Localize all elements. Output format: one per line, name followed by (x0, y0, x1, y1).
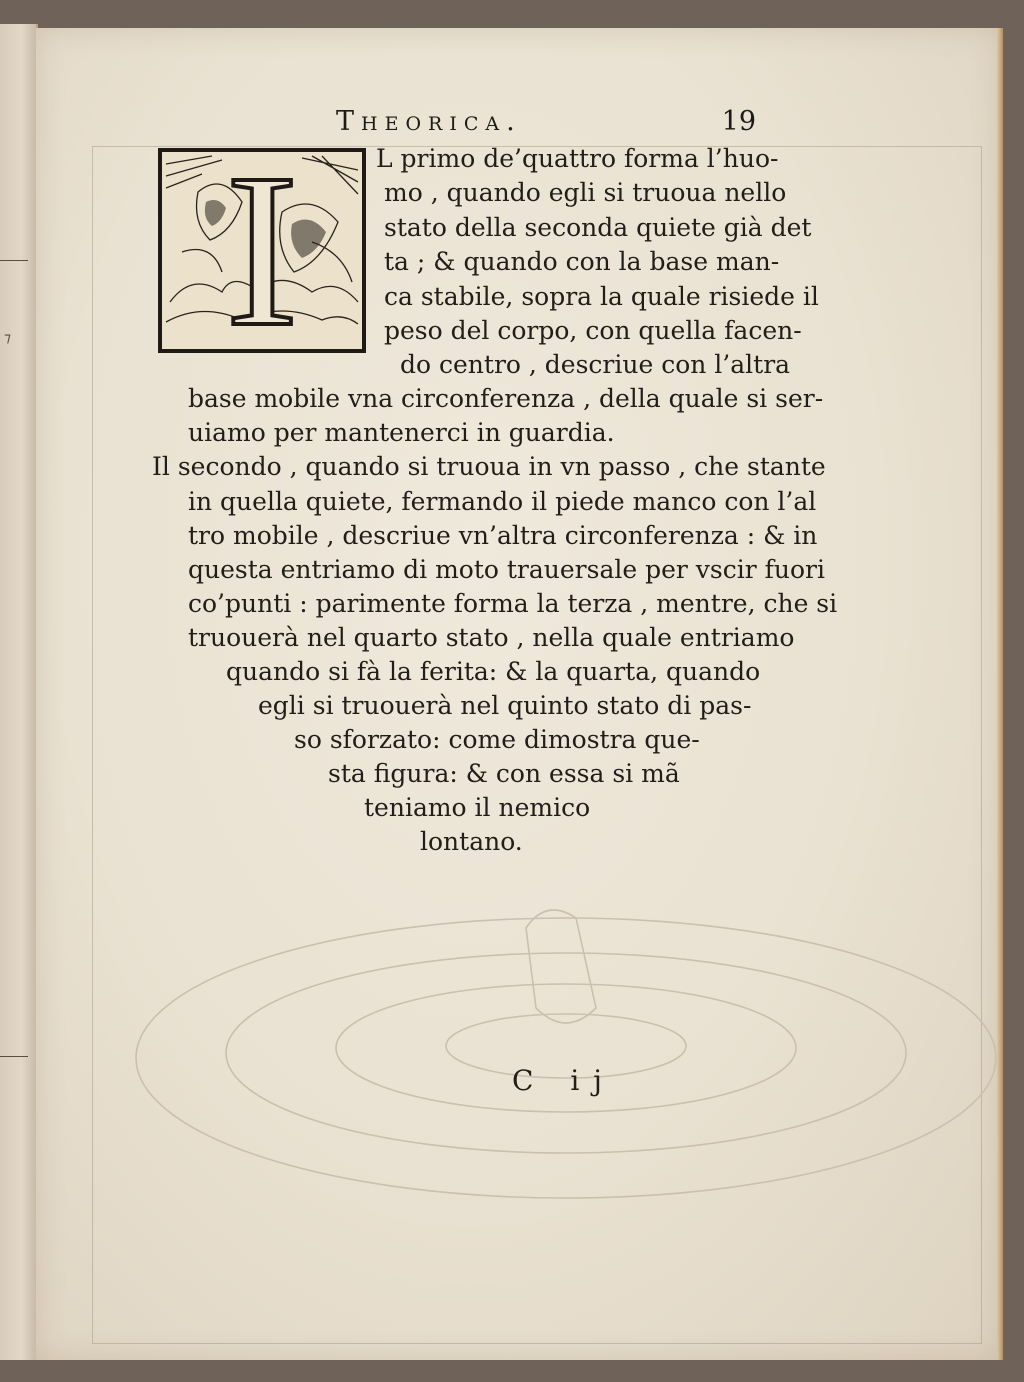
text-line: stato della seconda quiete già det (384, 213, 812, 242)
text-line: truouerà nel quarto stato , nella quale entriamo (188, 623, 795, 652)
text-line: do centro , descriue con l’altra (400, 350, 791, 379)
faint-show-through-figure (126, 888, 1006, 1228)
text-line: sta figura: & con essa si mã (328, 759, 680, 788)
text-line: teniamo il nemico (364, 793, 591, 822)
woodcut-illustration (162, 152, 362, 349)
running-title: Theorica. (336, 106, 522, 137)
text-line: lontano. (420, 827, 523, 856)
running-head (336, 106, 756, 142)
previous-page-edge (0, 24, 38, 1360)
text-line: Il secondo , quando si truoua in vn passo , che stante (152, 452, 826, 481)
text-line: uiamo per mantenerci in guardia. (188, 418, 615, 447)
text-line: egli si truouerà nel quinto stato di pas- (258, 691, 752, 720)
text-line: L primo de’quattro forma l’huo- (376, 144, 779, 173)
folio-number: 19 (721, 106, 756, 137)
text-line: quando si fà la ferita: & la quarta, quando (226, 657, 761, 686)
previous-page-rule (0, 1056, 28, 1057)
text-line: in quella quiete, fermando il piede manco con l’al (188, 487, 817, 516)
text-line: co’punti : parimente forma la terza , mentre, che si (188, 589, 838, 618)
text-line: so sforzato: come dimostra que- (294, 725, 700, 754)
text-line: base mobile vna circonferenza , della quale si ser- (188, 384, 824, 413)
woodcut-initial (158, 148, 366, 353)
text-line: ta ; & quando con la base man- (384, 247, 780, 276)
previous-page-rule (0, 260, 28, 261)
text-line: questa entriamo di moto trauersale per vscir fuori (188, 555, 825, 584)
text-line: ca stabile, sopra la quale risiede il (384, 282, 819, 311)
text-line: mo , quando egli si truoua nello (384, 178, 787, 207)
previous-page-ink-mark: ⁊ (4, 330, 11, 346)
text-line: tro mobile , descriue vn’altra circonferenza : & in (188, 521, 818, 550)
signature-mark: C ij (512, 1064, 616, 1097)
text-line: peso del corpo, con quella facen- (384, 316, 802, 345)
initial-letter: I (225, 152, 299, 349)
